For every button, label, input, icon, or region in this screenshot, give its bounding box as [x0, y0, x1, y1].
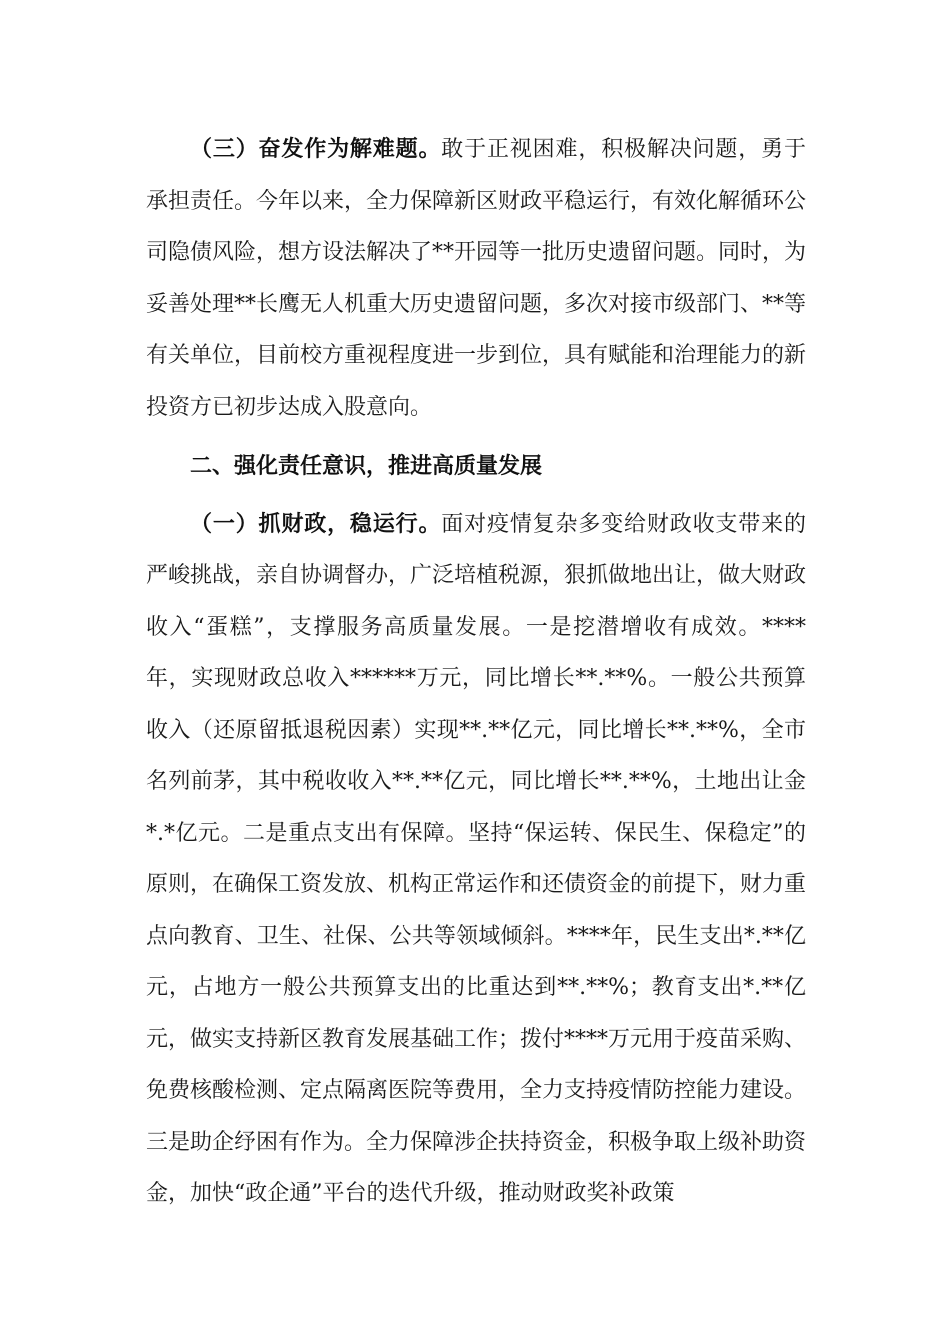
- document-body: [146, 124, 806, 1220]
- spacer: [146, 433, 806, 435]
- paragraph-one-finance: [146, 499, 806, 1220]
- paragraph-text: 面对疫情复杂多变给财政收支带来的严峻挑战，亲自协调督办，广泛培植税源，狠抓做地出让，做大财政收入“蛋糕”，支撑服务高质量发展。一是挖潜增收有成效。****年，实现财政总收入******万元，同比增长**.**%。一般公共预算收入（还原留抵退税因素）实现**.**亿元，同比增长**.**%，全市名列前茅，其中税收收入**.**亿元，同比增长**.**%，土地出让金*.*亿元。二是重点支出有保障。坚持“保运转、保民生、保稳定”的原则，在确保工资发放、机构正常运作和还债资金的前提下，财力重点向教育、卫生、社保、公共等领域倾斜。****年，民生支出*.**亿元，占地方一般公共预算支出的比重达到**.**%；教育支出*.**亿元，做实支持新区教育发展基础工作；拨付****万元用于疫苗采购、免费核酸检测、定点隔离医院等费用，全力支持疫情防控能力建设。三是助企纾困有作为。全力保障涉企扶持资金，积极争取上级补助资金，加快“政企通”平台的迭代升级，推动财政奖补政策: [146, 511, 807, 1206]
- paragraph-three-solve-problems: [146, 124, 806, 433]
- paragraph-lead: （三）奋发作为解难题。: [190, 136, 442, 162]
- section-heading-two: 二、强化责任意识，推进高质量发展: [190, 453, 543, 479]
- paragraph-lead: （一）抓财政，稳运行。: [190, 510, 442, 537]
- paragraph-text: 敢于正视困难，积极解决问题，勇于承担责任。今年以来，全力保障新区财政平稳运行，有效化解循环公司隐债风险，想方设法解决了**开园等一批历史遗留问题。同时，为妥善处理**长鹰无人机重大历史遗留问题，多次对接市级部门、**等有关单位，目前校方重视程度进一步到位，具有赋能和治理能力的新投资方已初步达成入股意向。: [146, 137, 807, 420]
